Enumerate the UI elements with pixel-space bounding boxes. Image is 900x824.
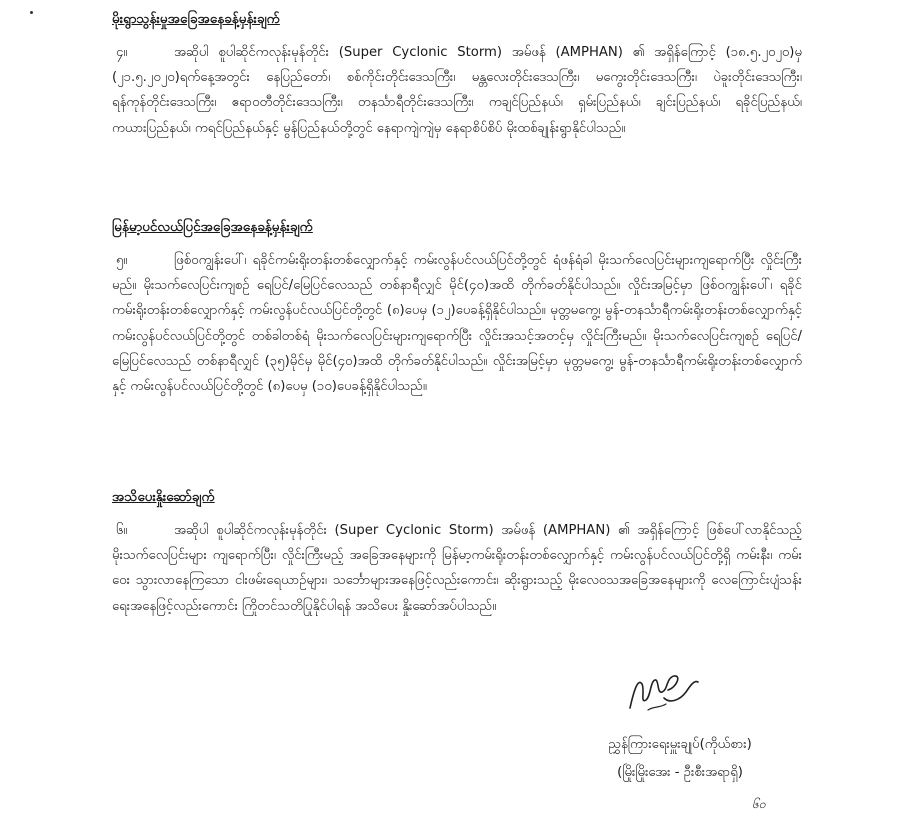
page-mark: ၆၀: [752, 797, 766, 811]
handwritten-signature: [624, 670, 704, 716]
paragraph-number: ၄။: [116, 45, 128, 60]
section-heading-advisory: အသိပေးနှိုးဆော်ချက်: [112, 489, 215, 505]
paragraph-6: [112, 518, 802, 619]
paragraph-body: အဆိုပါ စူပါဆိုင်ကလုန်းမုန်တိုင်း (Super Cyclonic Storm) အမ်ဖန် (AMPHAN) ၏ အရှိန်ကြောင့် ဖြစ်ပေါ်လာနိုင်သည့် မိုးသက်လေပြင်းများ ကျရောက်ပြီး၊ လှိုင်းကြီးမည့် အခြေအနေများကို မြန်မာ့ကမ်းရိုးတန်းတစ်လျှောက်နှင့် ကမ်းလွန်ပင်လယ်ပြင်တို့ရှိ ကမ်းနီး၊ ကမ်းဝေး သွားလာနေကြသော ငါးဖမ်းရေယာဉ်များ၊ သင်္ဘောများအနေဖြင့်လည်းကောင်း၊ ဆိုးရွားသည့် မိုးလေဝသအခြေအနေများကို လေကြောင်းပျံသန်းရေးအနေဖြင့်လည်းကောင်း ကြိုတင်သတိပြုနိုင်ပါရန် အသိပေး နှိုးဆော်အပ်ပါသည်။: [112, 523, 802, 614]
paragraph-body: ဖြစ်ဝကျွန်းပေါ်၊ ရခိုင်ကမ်းရိုးတန်းတစ်လျှောက်နှင့် ကမ်းလွန်ပင်လယ်ပြင်တို့တွင် ရံဖန်ရံခါ မိုးသက်လေပြင်းများကျရောက်ပြီး လှိုင်းကြီးမည်။ မိုးသက်လေပြင်းကျစဉ် ရေပြင်/မြေပြင်လေသည် တစ်နာရီလျှင် မိုင်(၄၀)အထိ တိုက်ခတ်နိုင်ပါသည်။ လှိုင်းအမြင့်မှာ ဖြစ်ဝကျွန်းပေါ်၊ ရခိုင်ကမ်းရိုးတန်းတစ်လျှောက်နှင့် ကမ်းလွန်ပင်လယ်ပြင်တို့တွင် (၈)ပေမှ (၁၂)ပေခန့်ရှိနိုင်ပါသည်။ မုတ္တမကွေ့၊ မွန်-တနင်္သာရီကမ်းရိုးတန်းတစ်လျှောက်နှင့် ကမ်းလွန်ပင်လယ်ပြင်တို့တွင် တစ်ခါတစ်ရံ မိုးသက်လေပြင်းများကျရောက်ပြီး လှိုင်းအသင့်အတင့်မှ လှိုင်းကြီးမည်။ မိုးသက်လေပြင်းကျစဉ် ရေပြင်/မြေပြင်လေသည် တစ်နာရီလျှင် (၃၅)မိုင်မှ မိုင်(၄၀)အထိ တိုက်ခတ်နိုင်ပါသည်။ လှိုင်းအမြင့်မှာ မုတ္တမကွေ့၊ မွန်-တနင်္သာရီကမ်းရိုးတန်းတစ်လျှောက်နှင့် ကမ်းလွန်ပင်လယ်ပြင်တို့တွင် (၈)ပေမှ (၁၀)ပေခန့်ရှိနိုင်ပါသည်။: [112, 253, 802, 395]
signatory-title: ညွှန်ကြားရေးမှူးချုပ်(ကိုယ်စား): [608, 737, 752, 752]
section-heading-sea: မြန်မာ့ပင်လယ်ပြင်အခြေအနေခန့်မှန်းချက်: [112, 219, 313, 235]
paragraph-number: ၆။: [116, 523, 128, 538]
margin-dot: [30, 11, 33, 14]
section-heading-rainfall: မိုးရွာသွန်းမှုအခြေအနေခန့်မှန်းချက်: [112, 11, 280, 27]
paragraph-4: [112, 40, 802, 141]
paragraph-body: အဆိုပါ စူပါဆိုင်ကလုန်းမုန်တိုင်း (Super Cyclonic Storm) အမ်ဖန် (AMPHAN) ၏ အရှိန်ကြောင့် (၁၈.၅.၂၀၂၀)မှ (၂၁.၅.၂၀၂၀)ရက်နေ့အတွင်း နေပြည်တော်၊ စစ်ကိုင်းတိုင်းဒေသကြီး၊ မန္တလေးတိုင်းဒေသကြီး၊ မကွေးတိုင်းဒေသကြီး၊ ပဲခူးတိုင်းဒေသကြီး၊ ရန်ကုန်တိုင်းဒေသကြီး၊ ဧရာဝတီတိုင်းဒေသကြီး၊ တနင်္သာရီတိုင်းဒေသကြီး၊ ကချင်ပြည်နယ်၊ ရှမ်းပြည်နယ်၊ ချင်းပြည်နယ်၊ ရခိုင်ပြည်နယ်၊ ကယားပြည်နယ်၊ ကရင်ပြည်နယ်နှင့် မွန်ပြည်နယ်တို့တွင် နေရာကျဲကျဲမှ နေရာစိပ်စိပ် မိုးထစ်ချုန်းရွာနိုင်ပါသည်။: [112, 45, 802, 136]
paragraph-number: ၅။: [116, 253, 128, 268]
paragraph-5: [112, 248, 802, 399]
signatory-name: (မြိုးမြိုးအေး - ဦးစီးအရာရှိ): [617, 765, 743, 780]
